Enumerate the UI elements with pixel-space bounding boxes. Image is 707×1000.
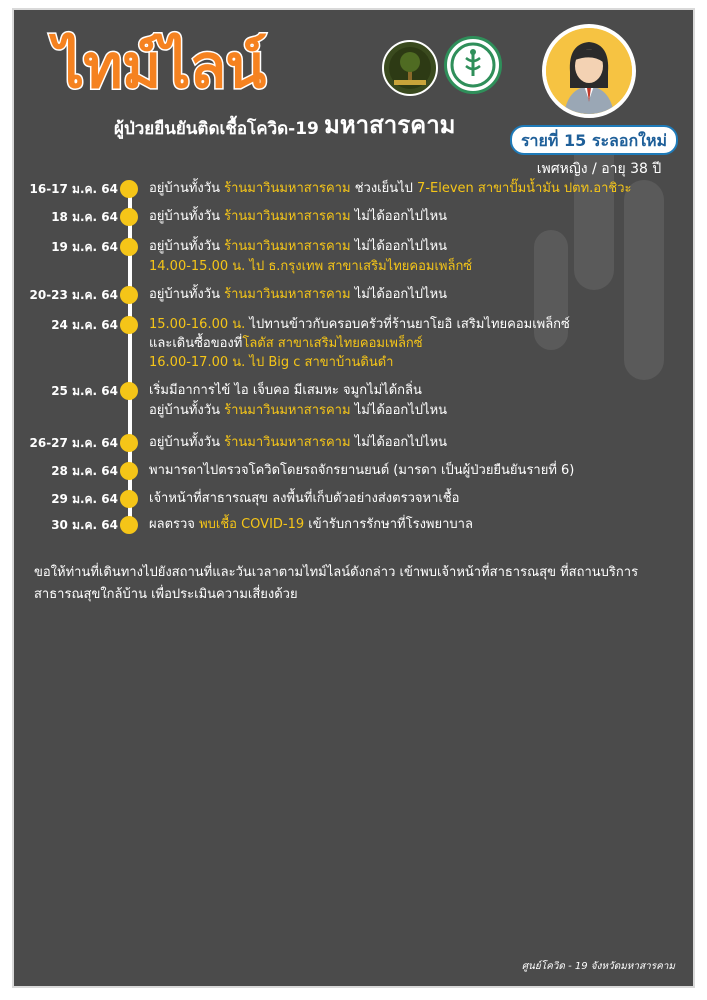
province-name: มหาสารคาม [324, 111, 456, 139]
timeline-date: 19 ม.ค. 64 [51, 240, 118, 254]
timeline-date: 18 ม.ค. 64 [51, 210, 118, 224]
patient-info: เพศหญิง / อายุ 38 ปี [536, 161, 662, 177]
timeline-text: เริ่มมีอาการไข้ ไอ เจ็บคอ มีเสมหะ จมูกไม่ได้กลิ่น [149, 383, 422, 398]
timeline-date: 28 ม.ค. 64 [51, 464, 118, 478]
timeline-date: 25 ม.ค. 64 [51, 384, 118, 398]
timeline-date: 29 ม.ค. 64 [51, 492, 118, 506]
timeline-date: 26-27 ม.ค. 64 [29, 436, 118, 450]
timeline-dot [120, 238, 138, 256]
timeline-dot [120, 490, 138, 508]
timeline-text: เจ้าหน้าที่สาธารณสุข ลงพื้นที่เก็บตัวอย่างส่งตรวจหาเชื้อ [149, 491, 460, 506]
timeline-date: 30 ม.ค. 64 [51, 518, 118, 532]
page-title: ไทม์ไลน์ [54, 32, 266, 102]
timeline-dot [120, 434, 138, 452]
timeline-text: 15.00-16.00 น. ไปทานข้าวกับครอบครัวที่ร้านยาโยอิ เสริมไทยคอมเพล็กซ์ [149, 317, 570, 332]
advisory-note: ขอให้ท่านที่เดินทางไปยังสถานที่และวันเวลาตามไทม์ไลน์ดังกล่าว เข้าพบเจ้าหน้าที่สาธารณสุข ที่สถานบริการสาธารณสุขใกล้บ้าน เพื่อประเมินความเสี่ยงด้วย [34, 565, 639, 602]
source-credit: ศูนย์โควิด - 19 จังหวัดมหาสารคาม [521, 961, 675, 972]
female-patient-avatar-icon [542, 24, 636, 118]
timeline-poster [12, 8, 695, 988]
case-number-badge: รายที่ 15 ระลอกใหม่ [510, 125, 678, 155]
timeline-text: อยู่บ้านทั้งวัน ร้านมาวินมหาสารคาม ไม่ได้ออกไปไหน [149, 287, 448, 302]
ministry-public-health-logo-icon [444, 36, 502, 94]
timeline-text: พามารดาไปตรวจโควิดโดยรถจักรยานยนต์ (มารดา เป็นผู้ป่วยยืนยันรายที่ 6) [149, 463, 575, 478]
timeline-dot [120, 516, 138, 534]
timeline-text: อยู่บ้านทั้งวัน ร้านมาวินมหาสารคาม ไม่ได้ออกไปไหน [149, 209, 448, 224]
timeline-dot [120, 462, 138, 480]
timeline-text: และเดินซื้อของที่โลตัส สาขาเสริมไทยคอมเพล็กซ์ [149, 336, 423, 351]
timeline-text: 16.00-17.00 น. ไป Big c สาขาบ้านดินดำ [149, 355, 394, 370]
timeline-text: อยู่บ้านทั้งวัน ร้านมาวินมหาสารคาม ช่วงเย็นไป 7-Eleven สาขาปั๊มน้ำมัน ปตท.อาชิวะ [149, 181, 632, 196]
timeline-text: ผลตรวจ พบเชื้อ COVID-19 เข้ารับการรักษาที่โรงพยาบาล [149, 517, 473, 532]
timeline-text: อยู่บ้านทั้งวัน ร้านมาวินมหาสารคาม ไม่ได้ออกไปไหน [149, 435, 448, 450]
timeline-dot [120, 208, 138, 226]
timeline-text-extra: 14.00-15.00 น. ไป ธ.กรุงเทพ สาขาเสริมไทยคอมเพล็กซ์ [149, 259, 473, 274]
timeline-date: 24 ม.ค. 64 [51, 318, 118, 332]
timeline-dot [120, 316, 138, 334]
timeline-text: อยู่บ้านทั้งวัน ร้านมาวินมหาสารคาม ไม่ได้ออกไปไหน [149, 239, 448, 254]
timeline-dot [120, 286, 138, 304]
timeline-date: 20-23 ม.ค. 64 [29, 288, 118, 302]
timeline-dot [120, 180, 138, 198]
timeline-dot [120, 382, 138, 400]
timeline-date: 16-17 ม.ค. 64 [29, 182, 118, 196]
page-subtitle: ผู้ป่วยยืนยันติดเชื้อโควิด-19 [114, 119, 319, 139]
tree-seal-logo-icon [382, 40, 438, 96]
timeline-text: อยู่บ้านทั้งวัน ร้านมาวินมหาสารคาม ไม่ได้ออกไปไหน [149, 403, 448, 418]
